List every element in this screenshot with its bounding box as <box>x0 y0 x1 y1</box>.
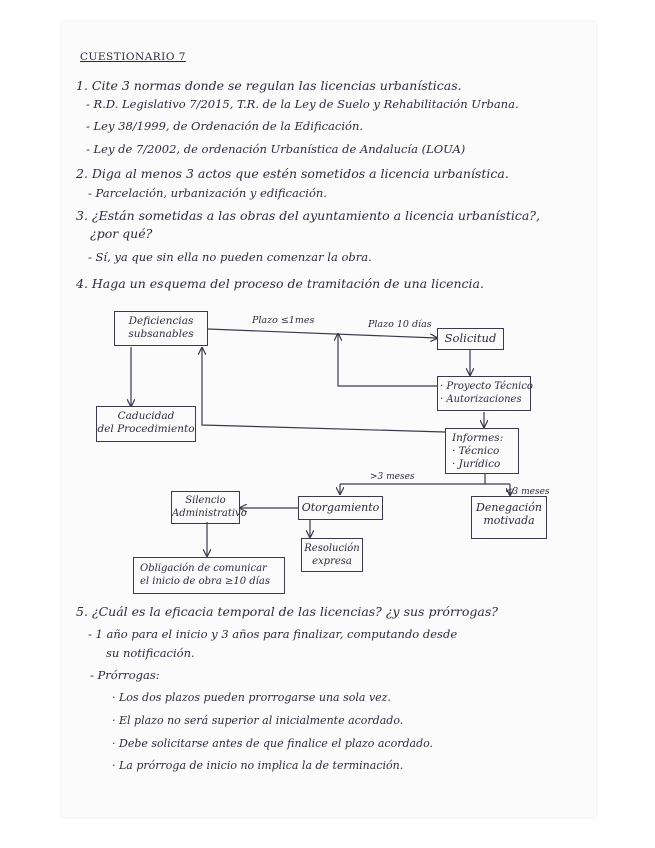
arrow-deficiencias-solicitud <box>208 329 437 338</box>
box-solicitud <box>437 328 504 350</box>
box-silencio-administrativo <box>171 491 247 524</box>
box-silencio-line-2: Administrativo <box>172 508 247 519</box>
question-3-line-2: ¿por qué? <box>90 226 153 241</box>
q5-bullet-3: · Debe solicitarse antes de que finalice el plazo acordado. <box>112 737 434 750</box>
box-informes-line-2: · Técnico <box>452 445 500 457</box>
box-informes-line-3: · Jurídico <box>452 458 501 470</box>
box-caducidad-line-2: del Procedimiento <box>97 423 195 435</box>
box-solicitud-label: Solicitud <box>444 331 497 345</box>
q3-answer: - Sí, ya que sin ella no pueden comenzar la obra. <box>88 250 372 264</box>
q5-bullet-4: · La prórroga de inicio no implica la de terminación. <box>112 759 404 772</box>
q5-bullet-1: · Los dos plazos pueden prorrogarse una sola vez. <box>112 691 391 704</box>
box-otorgamiento <box>298 496 383 520</box>
box-caducidad-line-1: Caducidad <box>117 410 175 422</box>
q5-bullet-2: · El plazo no será superior al inicialmente acordado. <box>112 714 404 727</box>
box-obligacion-comunicar <box>133 557 285 594</box>
box-obligacion-line-2: el inicio de obra ≥10 días <box>140 576 270 587</box>
document-title: CUESTIONARIO 7 <box>80 51 186 63</box>
box-otorgamiento-label: Otorgamiento <box>301 501 380 514</box>
box-informes <box>445 428 519 474</box>
box-proyecto-line-2: · Autorizaciones <box>440 394 522 405</box>
q5-answer-line-2: su notificación. <box>106 646 195 660</box>
label-menos-3-meses: <3 meses <box>505 487 550 497</box>
box-resolucion-line-2: expresa <box>312 556 352 567</box>
box-resolucion-line-1: Resolución <box>304 543 360 554</box>
q1-answer-3: - Ley de 7/2002, de ordenación Urbanística de Andalucía (LOUA) <box>86 142 466 156</box>
arrow-informes-deficiencias <box>202 348 445 432</box>
question-4: 4. Haga un esquema del proceso de tramitación de una licencia. <box>76 276 484 291</box>
box-silencio-line-1: Silencio <box>185 495 226 506</box>
box-caducidad-procedimiento <box>96 406 196 442</box>
q2-answer: - Parcelación, urbanización y edificación. <box>88 186 327 200</box>
question-5: 5. ¿Cuál es la eficacia temporal de las licencias? ¿y sus prórrogas? <box>76 604 498 619</box>
q1-answer-1: - R.D. Legislativo 7/2015, T.R. de la Ley de Suelo y Rehabilitación Urbana. <box>86 97 519 111</box>
box-obligacion-line-1: Obligación de comunicar <box>140 563 267 574</box>
arrow-proyecto-loop <box>338 334 437 386</box>
box-denegacion-motivada <box>471 496 547 539</box>
box-proyecto-line-1: · Proyecto Técnico <box>440 381 533 392</box>
label-plazo-1-mes: Plazo ≤1mes <box>252 315 315 326</box>
box-proyecto-tecnico <box>437 376 531 411</box>
box-denegacion-line-2: motivada <box>483 514 535 527</box>
question-2: 2. Diga al menos 3 actos que estén sometidos a licencia urbanística. <box>76 166 509 181</box>
box-denegacion-line-1: Denegación <box>476 501 542 514</box>
question-1: 1. Cite 3 normas donde se regulan las licencias urbanísticas. <box>76 78 462 93</box>
question-3-line-1: 3. ¿Están sometidas a las obras del ayuntamiento a licencia urbanística?, <box>76 208 540 223</box>
box-deficiencias-line-2: subsanables <box>128 328 194 340</box>
label-plazo-10-dias: Plazo 10 días <box>368 319 432 330</box>
box-deficiencias-line-1: Deficiencias <box>128 315 194 327</box>
label-mas-3-meses: >3 meses <box>370 472 415 482</box>
box-deficiencias-subsanables <box>114 311 208 346</box>
q5-prorrogas-label: - Prórrogas: <box>90 668 160 682</box>
box-resolucion-expresa <box>301 538 363 572</box>
q1-answer-2: - Ley 38/1999, de Ordenación de la Edificación. <box>86 119 364 133</box>
box-informes-line-1: Informes: <box>452 432 504 444</box>
q5-answer-line-1: - 1 año para el inicio y 3 años para finalizar, computando desde <box>88 627 458 641</box>
